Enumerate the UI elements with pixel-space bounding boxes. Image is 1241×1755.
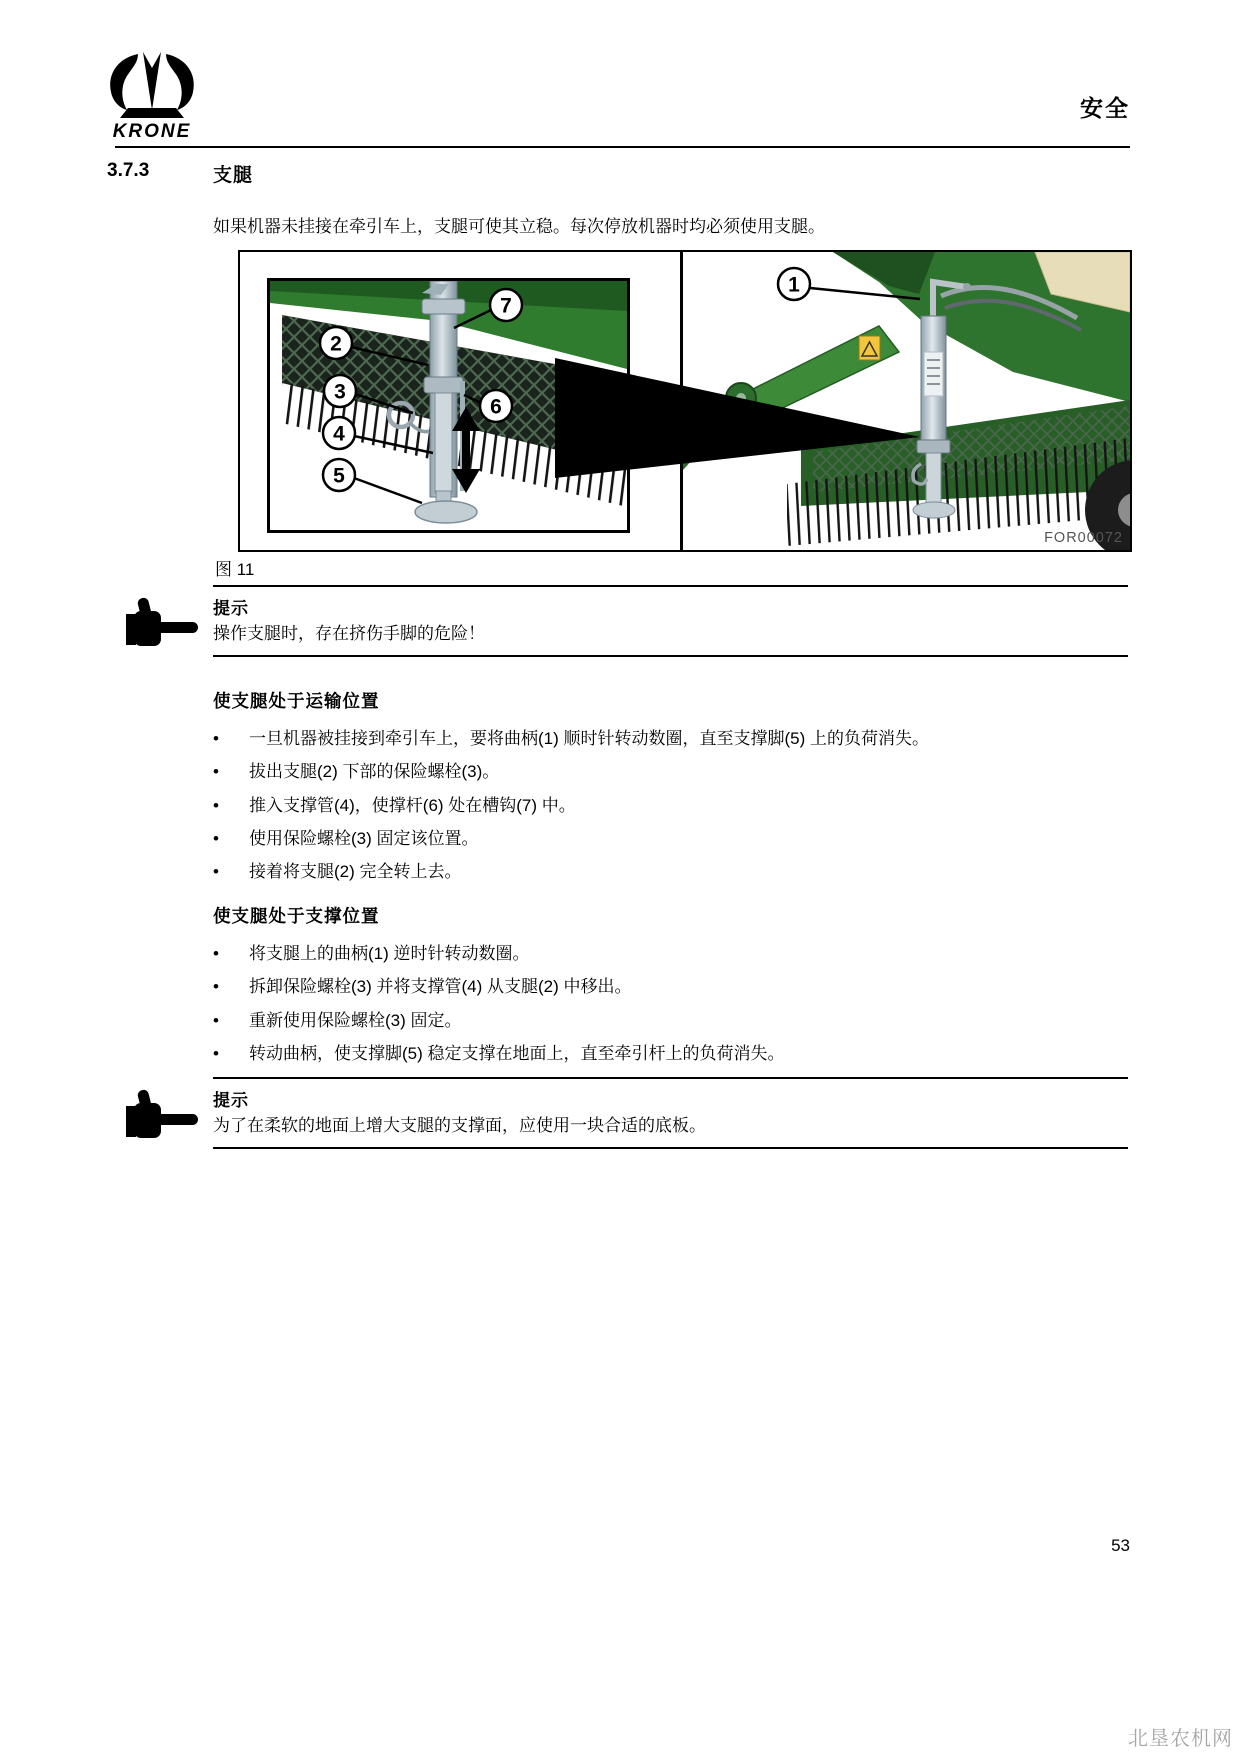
step-text: 将支腿上的曲柄(1) 逆时针转动数圈。 (249, 944, 530, 963)
watermark: 北垦农机网 (1128, 1728, 1233, 1750)
figure-image-code: FOR00072 (1044, 530, 1123, 546)
note-title: 提示 (213, 1091, 249, 1110)
svg-text:1: 1 (788, 273, 800, 297)
list-item (213, 761, 1128, 782)
warning-sticker (859, 336, 880, 360)
list-item (213, 828, 1128, 849)
svg-text:5: 5 (333, 464, 345, 488)
note-text: 操作支腿时，存在挤伤手脚的危险！ (213, 624, 485, 643)
bullet-marker (213, 761, 249, 782)
figure-right-panel (683, 252, 1130, 550)
page-number: 53 (1111, 1536, 1130, 1555)
step-text: 接着将支腿(2) 完全转上去。 (249, 862, 462, 881)
krone-logo (104, 52, 200, 143)
header-rule (115, 146, 1130, 148)
step-text: 重新使用保险螺栓(3) 固定。 (249, 1010, 462, 1030)
procedure-support-position (213, 903, 1128, 1076)
machine-overview-photo (683, 252, 1130, 550)
bullet-marker (213, 728, 249, 749)
krone-logo-text: KRONE (112, 121, 192, 142)
figure-left-panel (240, 252, 680, 550)
step-text: 转动曲柄，使支撑脚(5) 稳定支撑在地面上，直至牵引杆上的负荷消失。 (249, 1043, 785, 1063)
step-text: 拔出支腿(2) 下部的保险螺栓(3)。 (249, 762, 500, 782)
support-leg-detail-image (267, 278, 630, 533)
note-text: 为了在柔软的地面上增大支腿的支撑面，应使用一块合适的底板。 (213, 1116, 706, 1135)
bullet-marker (213, 1043, 249, 1064)
svg-text:2: 2 (330, 332, 342, 356)
svg-text:6: 6 (490, 395, 502, 419)
page-topic-header: 安全 (1080, 95, 1130, 121)
list-item (213, 1043, 1128, 1064)
bullet-marker (213, 943, 249, 964)
support-leg-detail-drawing (270, 281, 627, 530)
svg-text:4: 4 (333, 422, 345, 446)
list-item (213, 943, 1128, 964)
note-block-danger (213, 585, 1128, 657)
figure-11 (238, 250, 1132, 552)
bullet-marker (213, 861, 249, 882)
svg-text:3: 3 (334, 380, 346, 404)
section-number: 3.7.3 (107, 160, 150, 181)
support-foot (415, 501, 477, 523)
pointing-hand-icon (126, 597, 200, 656)
step-text: 一旦机器被挂接到牵引车上，要将曲柄(1) 顺时针转动数圈，直至支撑脚(5) 上的负荷消失。 (249, 729, 929, 748)
procedure-heading: 使支腿处于运输位置 (213, 691, 380, 711)
krone-crown-icon (104, 52, 200, 118)
step-text: 拆卸保险螺栓(3) 并将支撑管(4) 从支腿(2) 中移出。 (249, 977, 632, 997)
slot-hook (422, 299, 465, 314)
section-title: 支腿 (213, 165, 254, 186)
bullet-marker (213, 795, 249, 816)
svg-text:7: 7 (500, 294, 512, 318)
list-item (213, 861, 1128, 882)
note-block-base-plate (213, 1077, 1128, 1149)
bullet-marker (213, 1010, 249, 1031)
pointing-hand-icon (126, 1089, 200, 1148)
list-item (213, 795, 1128, 816)
bullet-marker (213, 828, 249, 849)
list-item (213, 1010, 1128, 1031)
support-foot (913, 502, 955, 518)
procedure-heading: 使支腿处于支撑位置 (213, 906, 380, 926)
step-text: 使用保险螺栓(3) 固定该位置。 (249, 828, 479, 848)
step-text: 推入支撑管(4)，使撑杆(6) 处在槽钩(7) 中。 (249, 795, 576, 815)
figure-caption: 图 11 (215, 560, 255, 579)
intro-paragraph: 如果机器未挂接在牵引车上，支腿可使其立稳。每次停放机器时均必须使用支腿。 (213, 217, 825, 236)
list-item (213, 728, 1128, 749)
support-tube (435, 393, 452, 493)
note-title: 提示 (213, 599, 249, 618)
bullet-marker (213, 976, 249, 997)
procedure-transport-position (213, 688, 1128, 894)
list-item (213, 976, 1128, 997)
